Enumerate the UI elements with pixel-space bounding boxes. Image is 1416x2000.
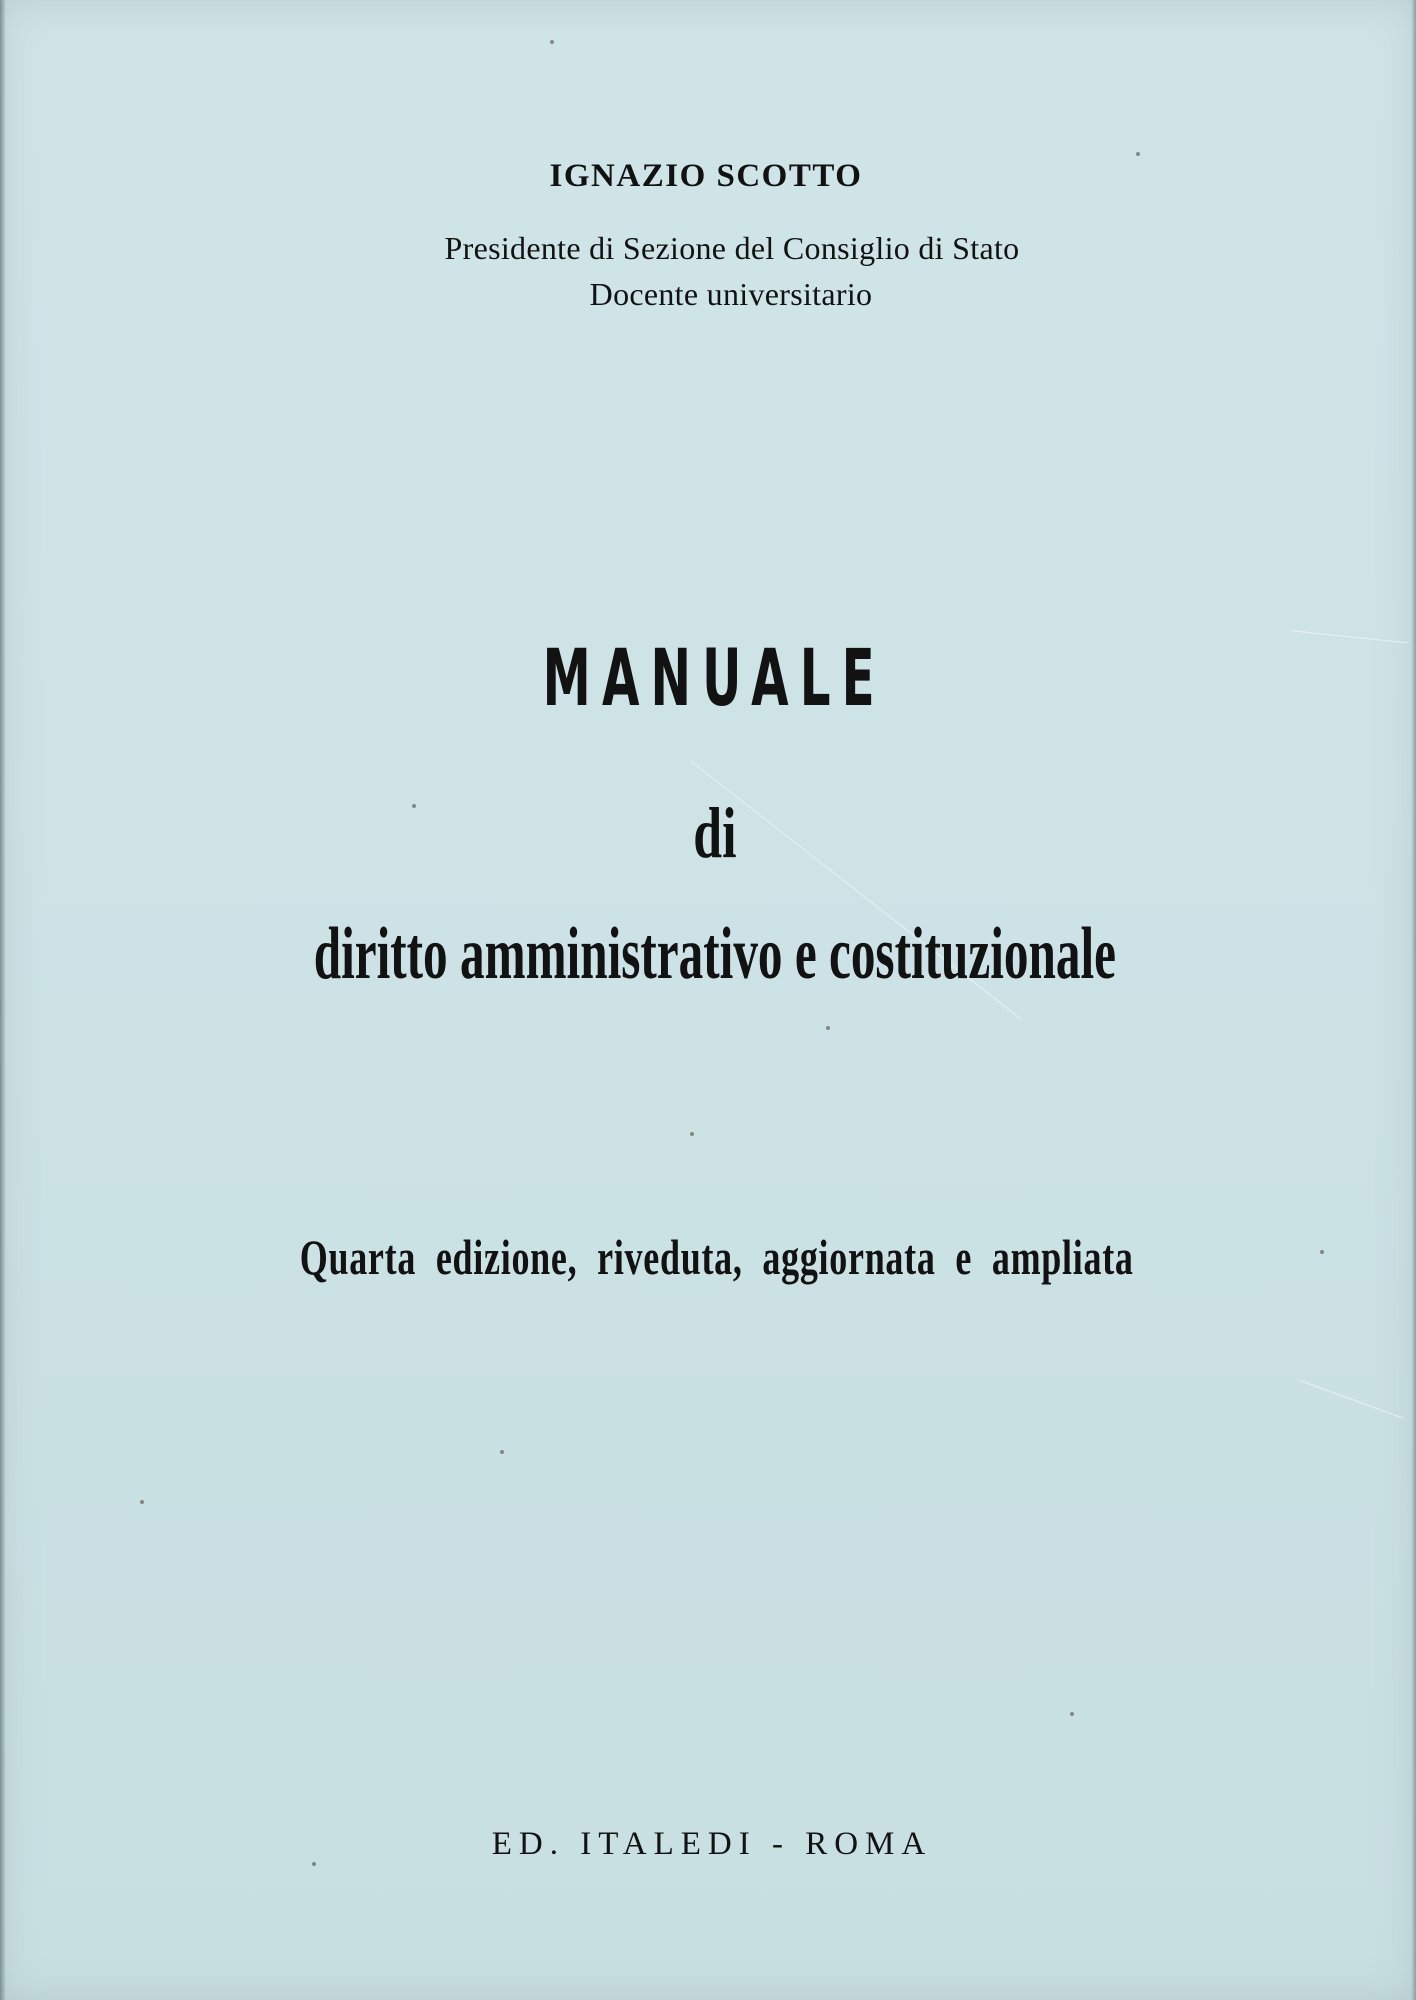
book-title-connector-text: di bbox=[693, 793, 737, 873]
cover-speck bbox=[500, 1450, 504, 1454]
cover-speck bbox=[826, 1026, 830, 1030]
book-title-connector bbox=[0, 792, 1416, 875]
cover-speck bbox=[1136, 152, 1140, 156]
cover-speck bbox=[690, 1132, 694, 1136]
edition-statement-text: Quarta edizione, riveduta, aggiornata e ampliata bbox=[299, 1229, 1134, 1285]
book-subtitle bbox=[0, 912, 1416, 997]
author-title-line1: Presidente di Sezione del Consiglio di Stato bbox=[444, 230, 1020, 266]
cover-crease bbox=[1300, 1380, 1404, 1419]
author-title-line2: Docente universitario bbox=[589, 276, 873, 312]
publisher-imprint: ED. ITALEDI - ROMA bbox=[491, 1826, 933, 1862]
cover-speck bbox=[1070, 1712, 1074, 1716]
cover-speck bbox=[550, 40, 554, 44]
book-subtitle-text: diritto amministrativo e costituzionale bbox=[313, 913, 1116, 995]
book-title-text: MANUALE bbox=[542, 634, 887, 724]
cover-speck bbox=[140, 1500, 144, 1504]
book-title bbox=[0, 634, 1416, 724]
author-name: IGNAZIO SCOTTO bbox=[549, 158, 863, 194]
edition-statement bbox=[0, 1228, 1416, 1286]
